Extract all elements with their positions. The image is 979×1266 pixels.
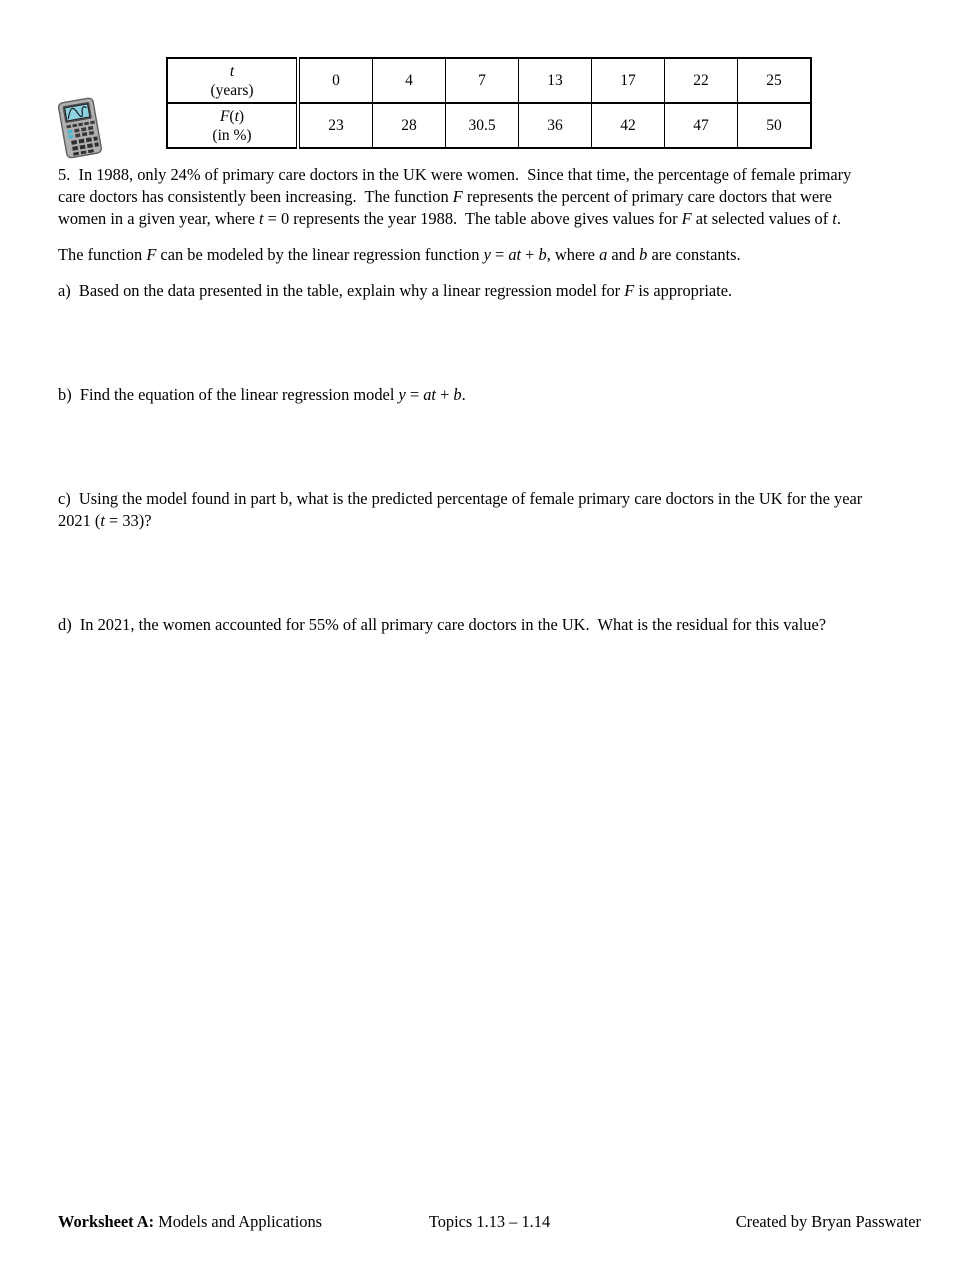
footer-worksheet-title	[58, 1212, 322, 1232]
t-value-cell: 25	[738, 58, 812, 103]
footer-topics: Topics 1.13 – 1.14	[428, 1212, 551, 1231]
t-row	[167, 58, 811, 103]
values-table	[166, 57, 812, 149]
f-row	[167, 103, 811, 148]
part-c-question: c) Using the model found in part b, what is the predicted percentage of female primary care doctors in the UK for the year 2021 (t = 33)?	[58, 489, 863, 530]
t-value-cell: 0	[298, 58, 373, 103]
f-value-cell: 30.5	[446, 103, 519, 148]
page-footer	[0, 1212, 979, 1236]
f-value-cell: 36	[519, 103, 592, 148]
t-value-cell: 13	[519, 58, 592, 103]
footer-worksheet-label: Worksheet A:	[58, 1212, 155, 1231]
f-value-cell: 50	[738, 103, 812, 148]
t-value-cell: 7	[446, 58, 519, 103]
calculator-icon	[56, 96, 105, 160]
f-value-cell: 28	[373, 103, 446, 148]
footer-author: Created by Bryan Passwater	[735, 1212, 921, 1231]
f-value-cell: 23	[298, 103, 373, 148]
f-value-cell: 47	[665, 103, 738, 148]
t-row-label: t (years)	[167, 58, 298, 103]
model-description: The function F can be modeled by the linear regression function y = at + b, where a and b are constants.	[58, 245, 741, 264]
f-row-label: F(t) (in %)	[167, 103, 298, 148]
part-d-question: d) In 2021, the women accounted for 55% of all primary care doctors in the UK. What is the residual for this value?	[58, 615, 826, 634]
part-a-question: a) Based on the data presented in the table, explain why a linear regression model for F is appropriate.	[58, 281, 733, 300]
t-value-cell: 22	[665, 58, 738, 103]
t-value-cell: 4	[373, 58, 446, 103]
footer-worksheet-name: Models and Applications	[154, 1212, 323, 1231]
problem-statement: 5. In 1988, only 24% of primary care doctors in the UK were women. Since that time, the percentage of female primary care doctors has consistently been increasing. The function F represents the percent of primary care doctors that were women in a given year, where t = 0 represents the year 1988. The table above gives values for F at selected values of t.	[58, 165, 852, 228]
f-value-cell: 42	[592, 103, 665, 148]
t-value-cell: 17	[592, 58, 665, 103]
part-b-question: b) Find the equation of the linear regression model y = at + b.	[58, 385, 466, 404]
calculator-icon-svg	[56, 96, 105, 160]
